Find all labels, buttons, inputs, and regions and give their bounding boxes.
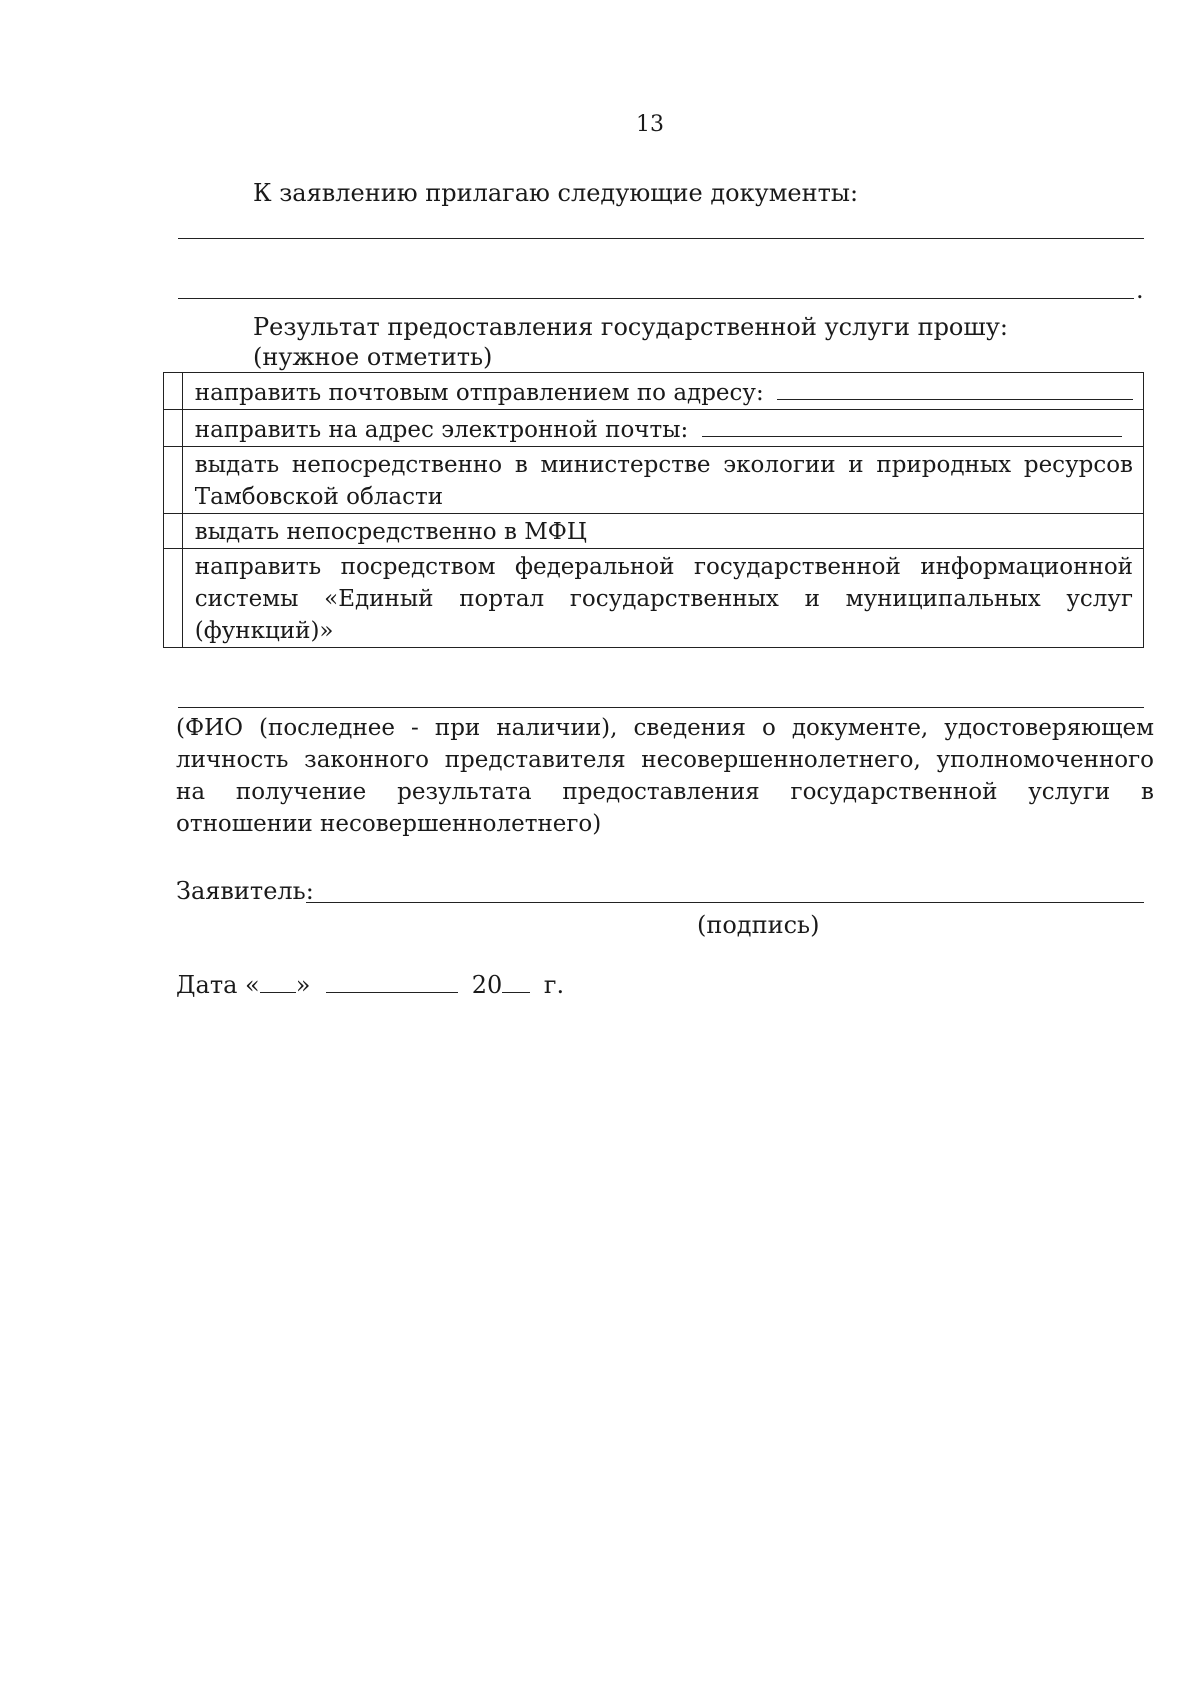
attachments-intro: К заявлению прилагаю следующие документы:	[253, 179, 859, 207]
option-checkbox-post[interactable]	[164, 373, 183, 410]
attachments-line-1[interactable]	[178, 238, 1144, 239]
option-label-post: направить почтовым отправлением по адресу:	[194, 380, 764, 406]
signature-caption: (подпись)	[697, 911, 820, 939]
page-number: 13	[636, 112, 664, 137]
result-options-table	[163, 372, 1144, 648]
option-label-email: направить на адрес электронной почты:	[194, 417, 689, 443]
signature-line[interactable]	[306, 902, 1144, 903]
option-row-ministry	[164, 447, 1144, 514]
option-row-portal	[164, 549, 1144, 648]
date-year-suffix: г.	[543, 971, 565, 999]
result-subheading: (нужное отметить)	[253, 343, 493, 371]
option-row-email	[164, 410, 1144, 447]
signature-label: Заявитель:	[176, 877, 314, 905]
result-heading: Результат предоставления государственной услуги прошу:	[253, 313, 1008, 341]
option-checkbox-portal[interactable]	[164, 549, 183, 648]
option-checkbox-ministry[interactable]	[164, 447, 183, 514]
option-cell-post	[182, 373, 1143, 410]
option-row-post	[164, 373, 1144, 410]
date-row	[176, 970, 564, 1000]
representative-caption: (ФИО (последнее - при наличии), сведения о документе, удостоверяющем личность законного представителя несовершеннолетнего, уполномоченного на получение результата предоставления государственной услуги в отношении несовершеннолетнего)	[176, 715, 1154, 837]
option-row-mfc	[164, 514, 1144, 549]
option-label-ministry: выдать непосредственно в министерстве экологии и природных ресурсов Тамбовской области	[182, 447, 1143, 514]
option-checkbox-mfc[interactable]	[164, 514, 183, 549]
option-label-portal: направить посредством федеральной государственной информационной системы «Единый портал государственных и муниципальных услуг (функций)»	[182, 549, 1143, 648]
postal-address-field[interactable]	[777, 375, 1133, 400]
attachments-line-2[interactable]	[178, 298, 1134, 299]
option-label-mfc: выдать непосредственно в МФЦ	[182, 514, 1143, 549]
date-day-field[interactable]	[260, 970, 296, 993]
date-year-field[interactable]	[502, 970, 530, 993]
representative-line[interactable]	[178, 707, 1144, 708]
date-month-field[interactable]	[326, 970, 458, 993]
option-cell-email	[182, 410, 1143, 447]
date-label: Дата «	[176, 971, 260, 999]
date-year-prefix: 20	[471, 971, 503, 999]
option-checkbox-email[interactable]	[164, 410, 183, 447]
attachments-end-mark: .	[1136, 276, 1144, 304]
date-close-quote: »	[295, 971, 311, 999]
email-address-field[interactable]	[702, 412, 1122, 437]
